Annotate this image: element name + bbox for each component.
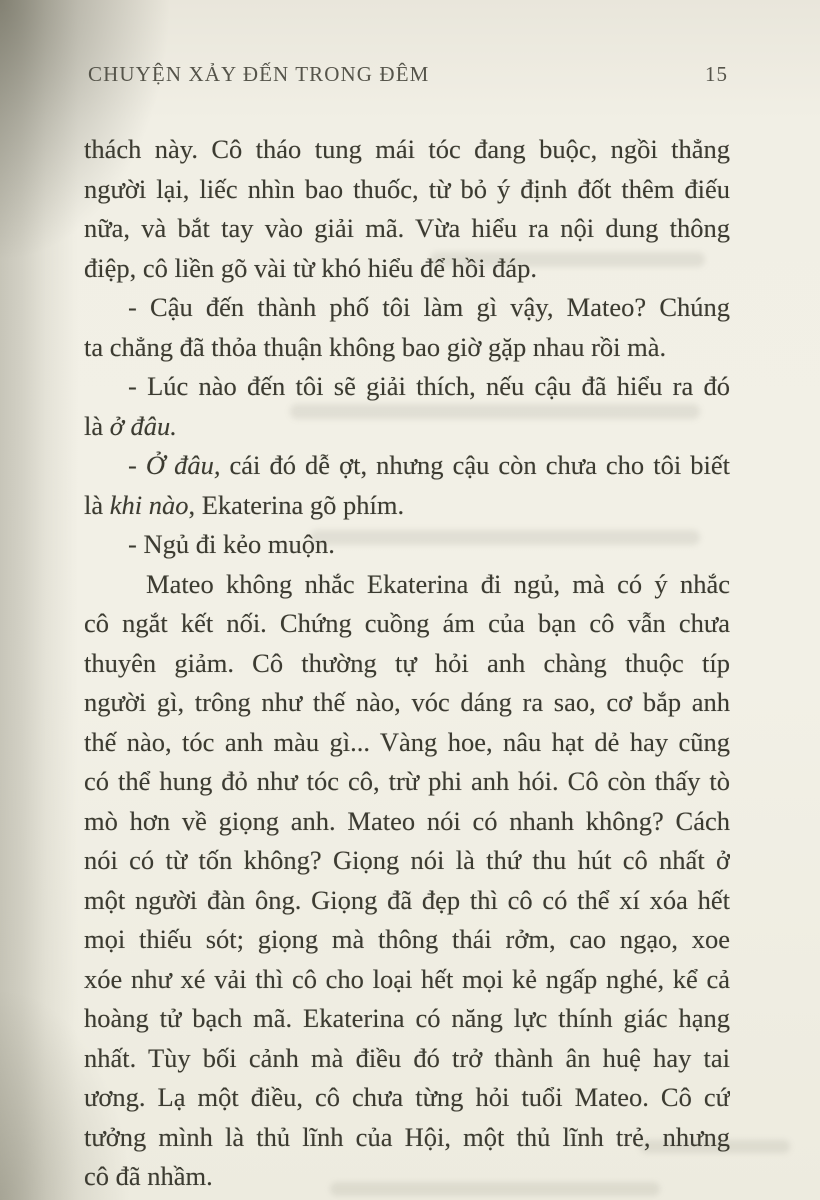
text-segment: người gì, trông như thế nào, vóc dáng ra sao, cơ bắp anh — [84, 687, 730, 717]
text-line — [84, 328, 730, 368]
text-line — [84, 1157, 730, 1197]
text-line — [84, 881, 730, 921]
text-line — [84, 960, 730, 1000]
text-line — [84, 723, 730, 763]
paragraph — [84, 367, 730, 446]
text-segment: là — [84, 410, 110, 441]
text-segment: ương. Lạ một điều, cô chưa từng hỏi tuổi Mateo. Cô cứ — [84, 1082, 730, 1112]
text-segment: cái đó dễ ợt, nhưng cậu còn chưa cho tôi biết — [220, 450, 730, 480]
text-segment: - Ngủ đi kẻo muộn. — [128, 529, 335, 559]
text-line — [84, 565, 730, 605]
text-segment: ta chẳng đã thỏa thuận không bao giờ gặp nhau rồi mà. — [84, 331, 667, 362]
text-line — [84, 999, 730, 1039]
text-line — [84, 644, 730, 684]
text-segment: thách này. Cô tháo tung mái tóc đang buộc, ngồi thẳng — [84, 134, 730, 164]
text-segment: nói có từ tốn không? Giọng nói là thứ thu hút cô nhất ở — [84, 845, 730, 875]
text-segment: thế nào, tóc anh màu gì... Vàng hoe, nâu hạt dẻ hay cũng — [84, 726, 730, 757]
text-line — [84, 1118, 730, 1158]
text-segment: điệp, cô liền gõ vài từ khó hiểu để hồi đáp. — [84, 252, 537, 283]
text-line — [84, 209, 730, 249]
text-line — [84, 407, 730, 447]
paragraph — [84, 525, 730, 565]
text-line — [84, 604, 730, 644]
emphasized-text: ở đâu. — [109, 410, 177, 441]
text-line — [84, 841, 730, 881]
page-header — [88, 62, 728, 87]
text-segment: tưởng mình là thủ lĩnh của Hội, một thủ lĩnh trẻ, nhưng — [84, 1121, 730, 1152]
text-segment: nhất. Tùy bối cảnh mà điều đó trở thành ân huệ hay tai — [84, 1042, 730, 1073]
page-body — [84, 130, 730, 1197]
text-segment: - — [128, 450, 146, 480]
text-segment: một người đàn ông. Giọng đã đẹp thì cô có thể xí xóa hết — [84, 884, 730, 915]
paragraph — [84, 446, 730, 525]
text-segment: mò hơn về giọng anh. Mateo nói có nhanh không? Cách — [84, 805, 730, 836]
text-segment: cô đã nhầm. — [84, 1161, 213, 1191]
text-segment: cô ngắt kết nối. Chứng cuồng ám của bạn cô vẫn chưa — [84, 608, 730, 638]
text-segment: mọi thiếu sót; giọng mà thông thái rởm, cao ngạo, xoe — [84, 924, 730, 954]
emphasized-text: khi nào — [109, 489, 189, 520]
text-line — [84, 170, 730, 210]
text-segment: nữa, và bắt tay vào giải mã. Vừa hiểu ra nội dung thông — [84, 213, 730, 243]
paragraph — [84, 565, 730, 1197]
text-segment: có thể hung đỏ như tóc cô, trừ phi anh hói. Cô còn thấy tò — [84, 766, 730, 796]
text-line — [84, 1039, 730, 1079]
text-line — [84, 525, 730, 565]
text-segment: , Ekaterina gõ phím. — [188, 489, 405, 520]
text-line — [84, 762, 730, 802]
running-title: CHUYỆN XẢY ĐẾN TRONG ĐÊM — [88, 62, 430, 86]
page-number: 15 — [705, 62, 728, 86]
text-segment: là — [84, 489, 110, 520]
text-line — [84, 288, 730, 328]
paragraph — [84, 288, 730, 367]
text-line — [84, 249, 730, 289]
text-segment: xóe như xé vải thì cô cho loại hết mọi kẻ ngấp nghé, kể cả — [84, 963, 730, 994]
text-segment: Mateo không nhắc Ekaterina đi ngủ, mà có ý nhắc — [146, 568, 730, 599]
text-line — [84, 130, 730, 170]
text-line — [84, 683, 730, 723]
text-segment: - Cậu đến thành phố tôi làm gì vậy, Mateo? Chúng — [128, 292, 730, 322]
text-line — [84, 1078, 730, 1118]
paragraph — [84, 130, 730, 288]
text-segment: hoàng tử bạch mã. Ekaterina có năng lực thính giác hạng — [84, 1003, 730, 1033]
text-line — [84, 920, 730, 960]
text-segment: - Lúc nào đến tôi sẽ giải thích, nếu cậu đã hiểu ra đó — [128, 371, 730, 401]
text-segment: thuyên giảm. Cô thường tự hỏi anh chàng thuộc típ — [84, 647, 730, 678]
text-line — [84, 446, 730, 486]
text-line — [84, 367, 730, 407]
emphasized-text: Ở đâu, — [145, 450, 221, 480]
text-line — [84, 802, 730, 842]
text-segment: người lại, liếc nhìn bao thuốc, từ bỏ ý định đốt thêm điếu — [84, 173, 730, 204]
text-line — [84, 486, 730, 526]
